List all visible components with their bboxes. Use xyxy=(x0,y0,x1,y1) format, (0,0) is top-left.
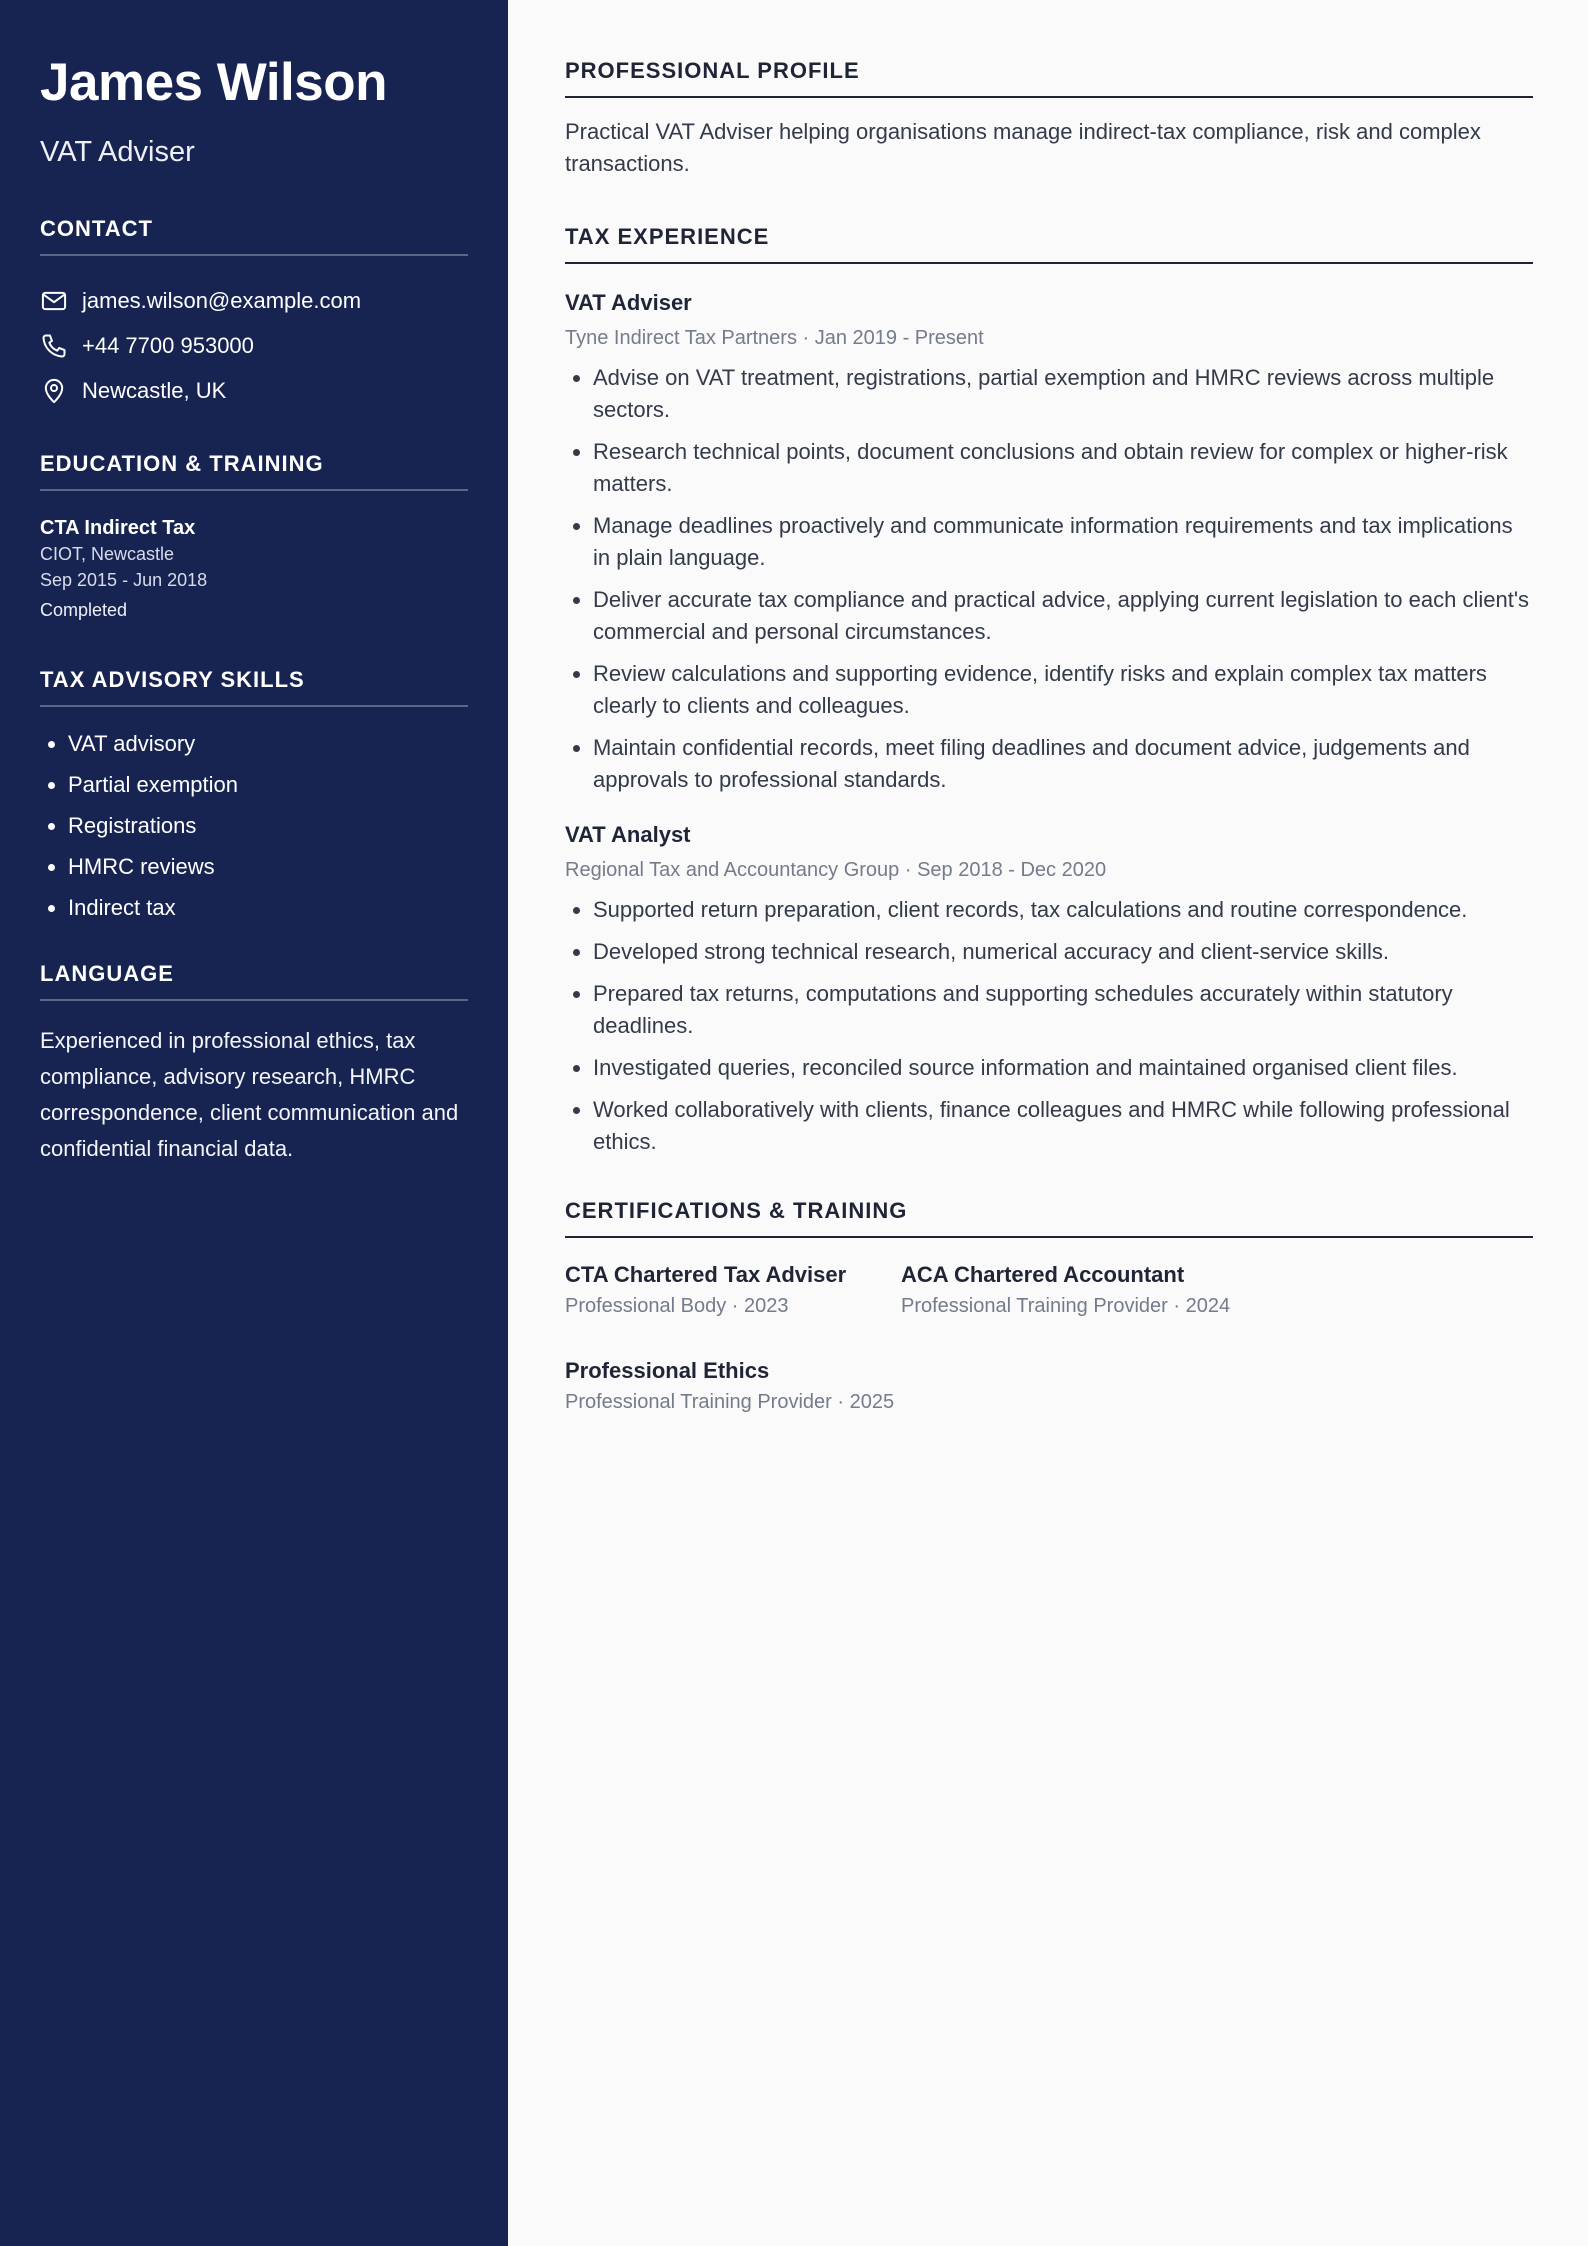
language-heading: LANGUAGE xyxy=(40,961,468,1001)
education-institution: CIOT, Newcastle xyxy=(40,544,175,564)
contact-list xyxy=(40,278,468,413)
experience-heading: TAX EXPERIENCE xyxy=(565,224,1533,264)
job-bullet: • Review calculations and supporting evidence, identify risks and explain complex tax matters clearly to clients and colleagues. xyxy=(593,658,1533,722)
contact-location-text: Newcastle, UK xyxy=(82,377,227,403)
contact-email[interactable] xyxy=(40,278,468,323)
job-bullet: • Deliver accurate tax compliance and practical advice, applying current legislation to each client's commercial and personal circumstances. xyxy=(593,584,1533,648)
job-title: VAT Adviser xyxy=(565,290,692,315)
certification-title: CTA Chartered Tax Adviser xyxy=(565,1262,847,1287)
skills-list xyxy=(40,729,468,923)
contact-email-text: james.wilson@example.com xyxy=(82,287,362,313)
skill-item: • HMRC reviews xyxy=(68,852,468,882)
job-bullets xyxy=(565,362,1533,796)
job-entry xyxy=(565,820,1533,1158)
contact-phone-text: +44 7700 953000 xyxy=(82,332,254,358)
certification-meta: Professional Training Provider · 2024 xyxy=(901,1295,1231,1317)
job-bullet: • Maintain confidential records, meet filing deadlines and document advice, judgements and approvals to professional standards. xyxy=(593,732,1533,796)
profile-text: Practical VAT Adviser helping organisations manage indirect-tax compliance, risk and complex transactions. xyxy=(565,119,1481,176)
contact-heading: CONTACT xyxy=(40,216,468,256)
phone-icon xyxy=(40,332,68,360)
certification-title: ACA Chartered Accountant xyxy=(901,1262,1185,1287)
job-bullet: • Developed strong technical research, numerical accuracy and client-service skills. xyxy=(593,936,1533,968)
certification-item xyxy=(901,1260,1321,1320)
skill-item: • VAT advisory xyxy=(68,729,468,759)
job-bullet: • Prepared tax returns, computations and supporting schedules accurately within statutory deadlines. xyxy=(593,978,1533,1042)
education-title: CTA Indirect Tax xyxy=(40,517,196,539)
certification-title: Professional Ethics xyxy=(565,1358,770,1383)
certification-meta: Professional Training Provider · 2025 xyxy=(565,1391,895,1413)
job-title: VAT Analyst xyxy=(565,822,691,847)
certification-item xyxy=(565,1356,1165,1416)
education-status: Completed xyxy=(40,600,128,620)
skill-item: • Registrations xyxy=(68,811,468,841)
job-meta: Regional Tax and Accountancy Group · Sep 2018 - Dec 2020 xyxy=(565,859,1107,881)
certifications-grid xyxy=(565,1260,1533,1452)
profile-section xyxy=(565,58,1533,180)
certifications-heading: CERTIFICATIONS & TRAINING xyxy=(565,1198,1533,1238)
skill-item: • Indirect tax xyxy=(68,893,468,923)
education-dates: Sep 2015 - Jun 2018 xyxy=(40,570,208,590)
location-icon xyxy=(40,377,68,405)
certification-item xyxy=(565,1260,901,1320)
skill-item: • Partial exemption xyxy=(68,770,468,800)
profile-heading: PROFESSIONAL PROFILE xyxy=(565,58,1533,98)
experience-section xyxy=(565,224,1533,1158)
job-bullet: • Investigated queries, reconciled source information and maintained organised client files. xyxy=(593,1052,1533,1084)
job-meta: Tyne Indirect Tax Partners · Jan 2019 - Present xyxy=(565,327,984,349)
certification-meta: Professional Body · 2023 xyxy=(565,1295,789,1317)
certifications-section xyxy=(565,1198,1533,1452)
contact-location xyxy=(40,368,468,413)
mail-icon xyxy=(40,287,68,315)
language-text: Experienced in professional ethics, tax compliance, advisory research, HMRC correspondence, client communication and confidential financial data. xyxy=(40,1028,459,1161)
main-content xyxy=(565,0,1533,1452)
job-entry xyxy=(565,288,1533,796)
sidebar xyxy=(0,0,508,2246)
job-bullet: • Supported return preparation, client records, tax calculations and routine correspondence. xyxy=(593,894,1533,926)
job-bullet: • Advise on VAT treatment, registrations, partial exemption and HMRC reviews across multiple sectors. xyxy=(593,362,1533,426)
job-bullet: • Worked collaboratively with clients, finance colleagues and HMRC while following professional ethics. xyxy=(593,1094,1533,1158)
candidate-name: James Wilson xyxy=(40,53,387,112)
education-heading: EDUCATION & TRAINING xyxy=(40,451,468,491)
job-bullets xyxy=(565,894,1533,1158)
skills-heading: TAX ADVISORY SKILLS xyxy=(40,667,468,707)
job-bullet: • Research technical points, document conclusions and obtain review for complex or higher-risk matters. xyxy=(593,436,1533,500)
candidate-role: VAT Adviser xyxy=(40,136,195,168)
job-bullet: • Manage deadlines proactively and communicate information requirements and tax implications in plain language. xyxy=(593,510,1533,574)
contact-phone[interactable] xyxy=(40,323,468,368)
